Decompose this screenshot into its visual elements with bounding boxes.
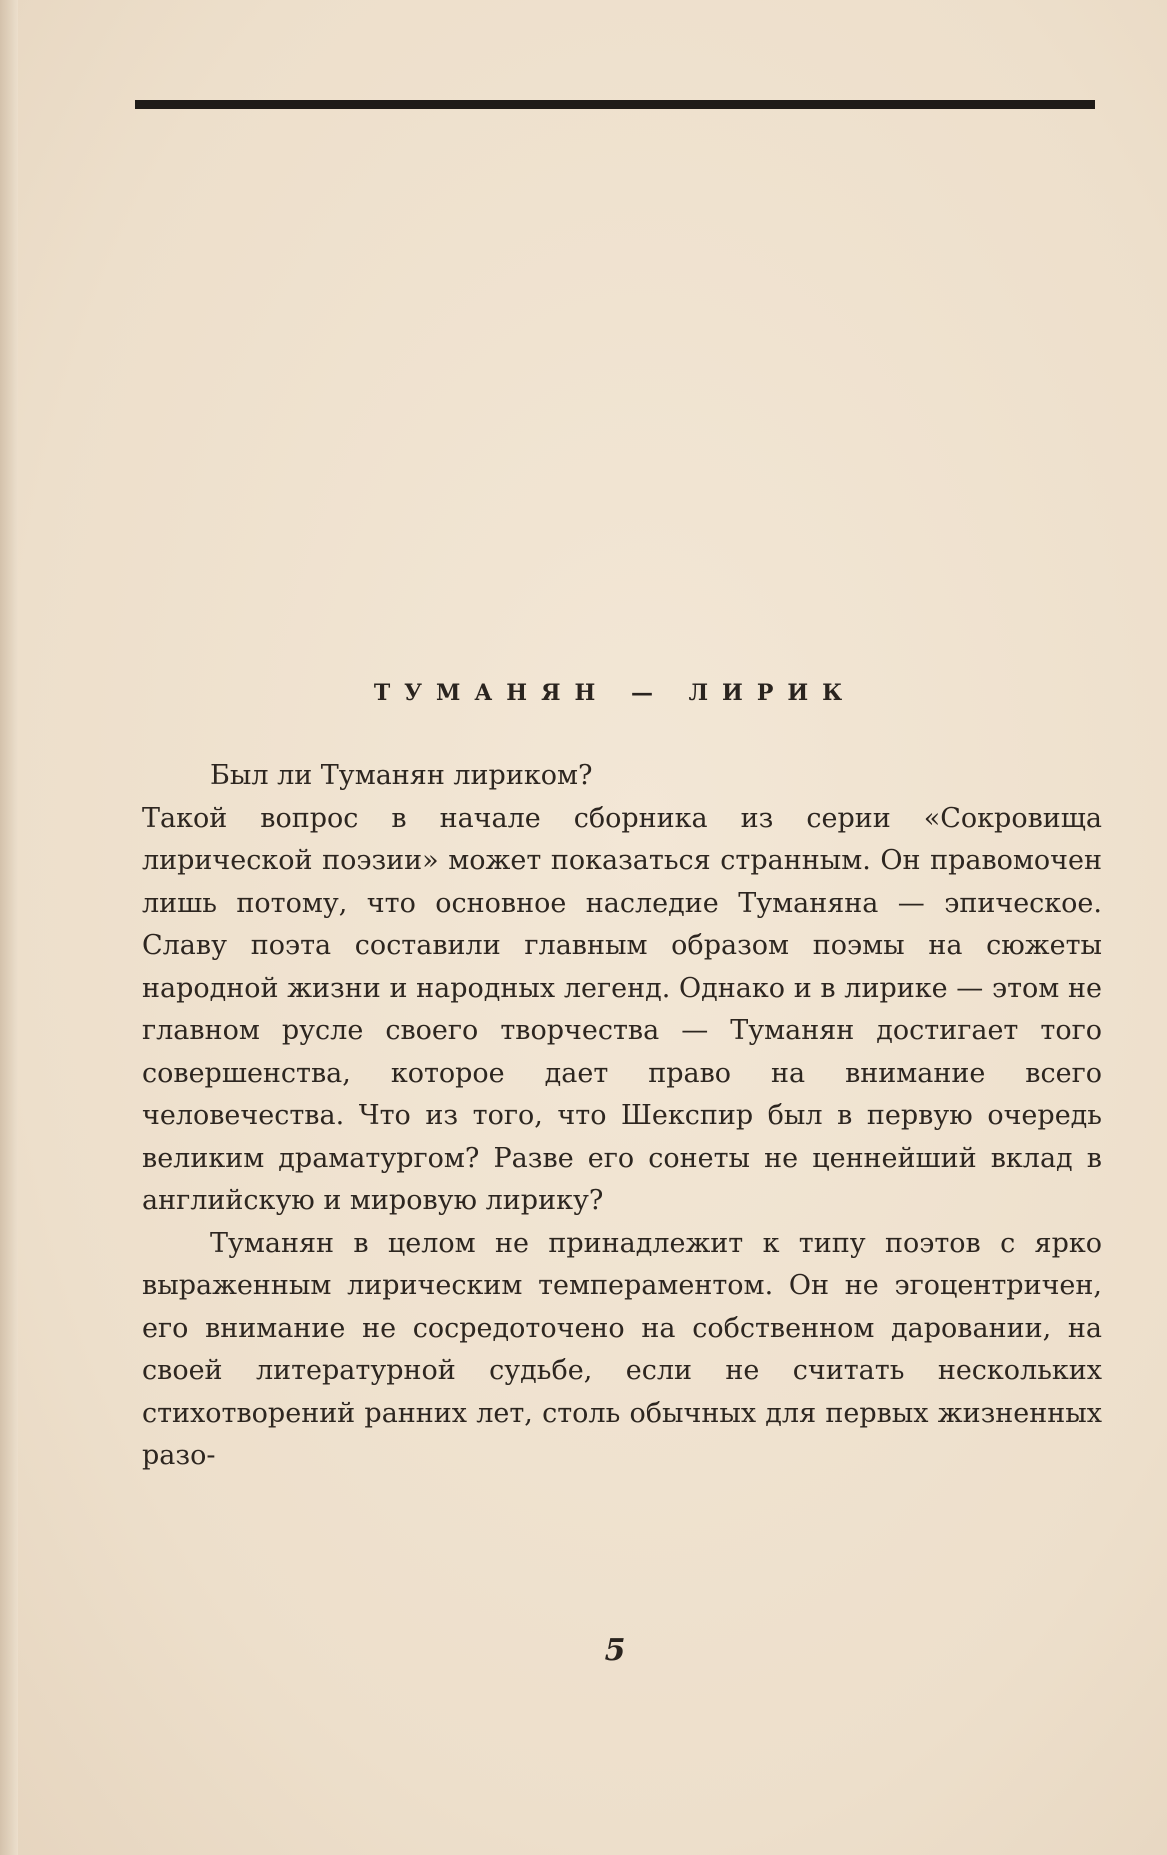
paragraph-temperament: Туманян в целом не принадлежит к типу поэтов с ярко выраженным лирическим темпераментом. Он не эгоцентричен, его внимание не сосредоточено на собственном даровании, на своей литературной судьбе, если не считать нескольких стихотворений ранних лет, столь обычных для первых жизненных разо-: [142, 1227, 1102, 1471]
top-rule: [135, 100, 1095, 109]
body-text: [142, 755, 1102, 1478]
page-number: 5: [604, 1633, 626, 1668]
page-binding-edge: [0, 0, 18, 1855]
paragraph-intro: Такой вопрос в начале сборника из серии «Сокровища лирической поэзии» может показаться странным. Он правомочен лишь потому, что основное наследие Туманяна — эпическое. Славу поэта составили главным образом поэмы на сюжеты народной жизни и народных легенд. Однако и в лирике — этом не главном русле своего творчества — Туманян достигает того совершенства, которое дает право на внимание всего человечества. Что из того, что Шекспир был в первую очередь великим драматургом? Разве его сонеты не ценнейший вклад в английскую и мировую лирику?: [142, 802, 1102, 1216]
section-title: ТУМАНЯН — ЛИРИК: [373, 680, 857, 706]
paragraph-question: Был ли Туманян лириком?: [210, 760, 593, 791]
